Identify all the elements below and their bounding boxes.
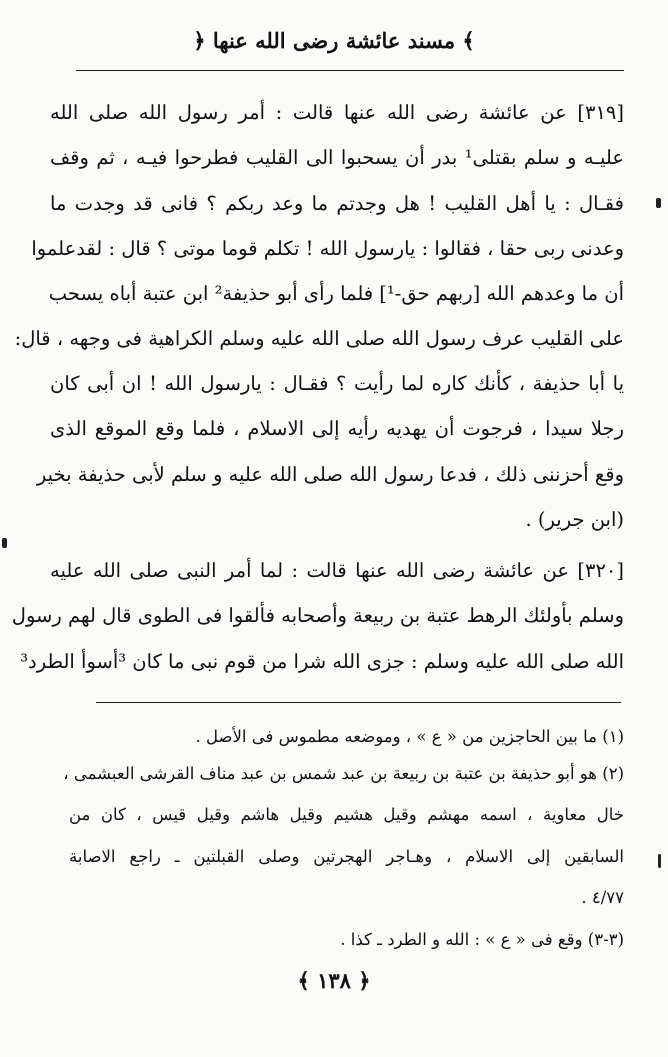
body-line-12: وسلم بأولئك الرهط عتبة بن ربيعة وأصحابه فألقوا فى الطوى قال لهم رسول xyxy=(11,604,624,627)
footnote-2-cont-1: خال معاوية ، اسمه مهشم وقيل هشيم وقيل هاشم وقيل قيس ، كان من xyxy=(69,805,624,824)
body-line-2: عليـه و سلم بقتلى¹ بدر أن يسحبوا الى القليب فطرحوا فيـه ، ثم وقف xyxy=(50,146,625,169)
body-line-4: وعدنى ربى حقا ، فقالوا : يارسول الله ! تكلم قوما موتى ؟ قال : لقدعلموا xyxy=(31,237,624,260)
body-line-6: على القليب عرف رسول الله صلى الله عليه وسلم الكراهية فى وجهه ، قال: xyxy=(14,327,624,350)
footnote-1: (١) ما بين الحاجزين من « ع » ، وموضعه مطموس فى الأصل . xyxy=(195,727,624,746)
page-number: ﴿ ١٣٨ ﴾ xyxy=(297,968,371,993)
running-header: ﴿ مسند عائشة رضى الله عنها ﴾ xyxy=(193,28,475,53)
body-line-5: أن ما وعدهم الله [ربهم حق-¹] فلما رأى أبو حذيفة² ابن عتبة أباه يسحب xyxy=(48,282,624,305)
footnote-rule xyxy=(96,702,621,703)
footnote-3: (٣-٣) وقع فى « ع » : الله و الطرد ـ كذا . xyxy=(340,930,624,949)
body-line-13: الله صلى الله عليه وسلم : جزى الله شرا من قوم نبى ما كان ³أسوأ الطرد³ xyxy=(20,650,624,673)
body-line-7: يا أبا حذيفة ، كأنك كاره لما رأيت ؟ فقـال : يارسول الله ! ان أبى كان xyxy=(50,372,624,395)
margin-mark xyxy=(656,198,661,208)
body-line-8: رجلا سيدا ، فرجوت أن يهديه رأيه إلى الاسلام ، فلما وقع الموقع الذى xyxy=(50,417,624,440)
body-line-1: [٣١٩] عن عائشة رضى الله عنها قالت : أمر رسول الله صلى الله xyxy=(50,101,624,124)
footnote-2: (٢) هو أبو حذيفة بن عتبة بن ربيعة بن عبد شمس بن عبد مناف القرشى العبشمى ، xyxy=(63,764,624,783)
margin-mark xyxy=(658,854,661,868)
header-rule xyxy=(76,70,624,71)
body-line-9: وقع أحزننى ذلك ، فدعا رسول الله صلى الله عليه و سلم لأبى حذيفة بخير xyxy=(36,463,624,486)
body-line-11: [٣٢٠] عن عائشة رضى الله عنها قالت : لما أمر النبى صلى الله عليه xyxy=(50,559,624,582)
body-line-3: فقـال : يا أهل القليب ! هل وجدتم ما وعد ربكم ؟ فانى قد وجدت ما xyxy=(50,192,624,215)
body-line-10: (ابن جرير) . xyxy=(525,508,624,531)
footnote-2-cont-2: السابقين إلى الاسلام ، وهـاجر الهجرتين وصلى القبلتين ـ راجع الاصابة xyxy=(69,847,624,866)
margin-mark xyxy=(2,538,7,548)
footnote-2-cont-3: ٤/٧٧ . xyxy=(581,888,624,907)
